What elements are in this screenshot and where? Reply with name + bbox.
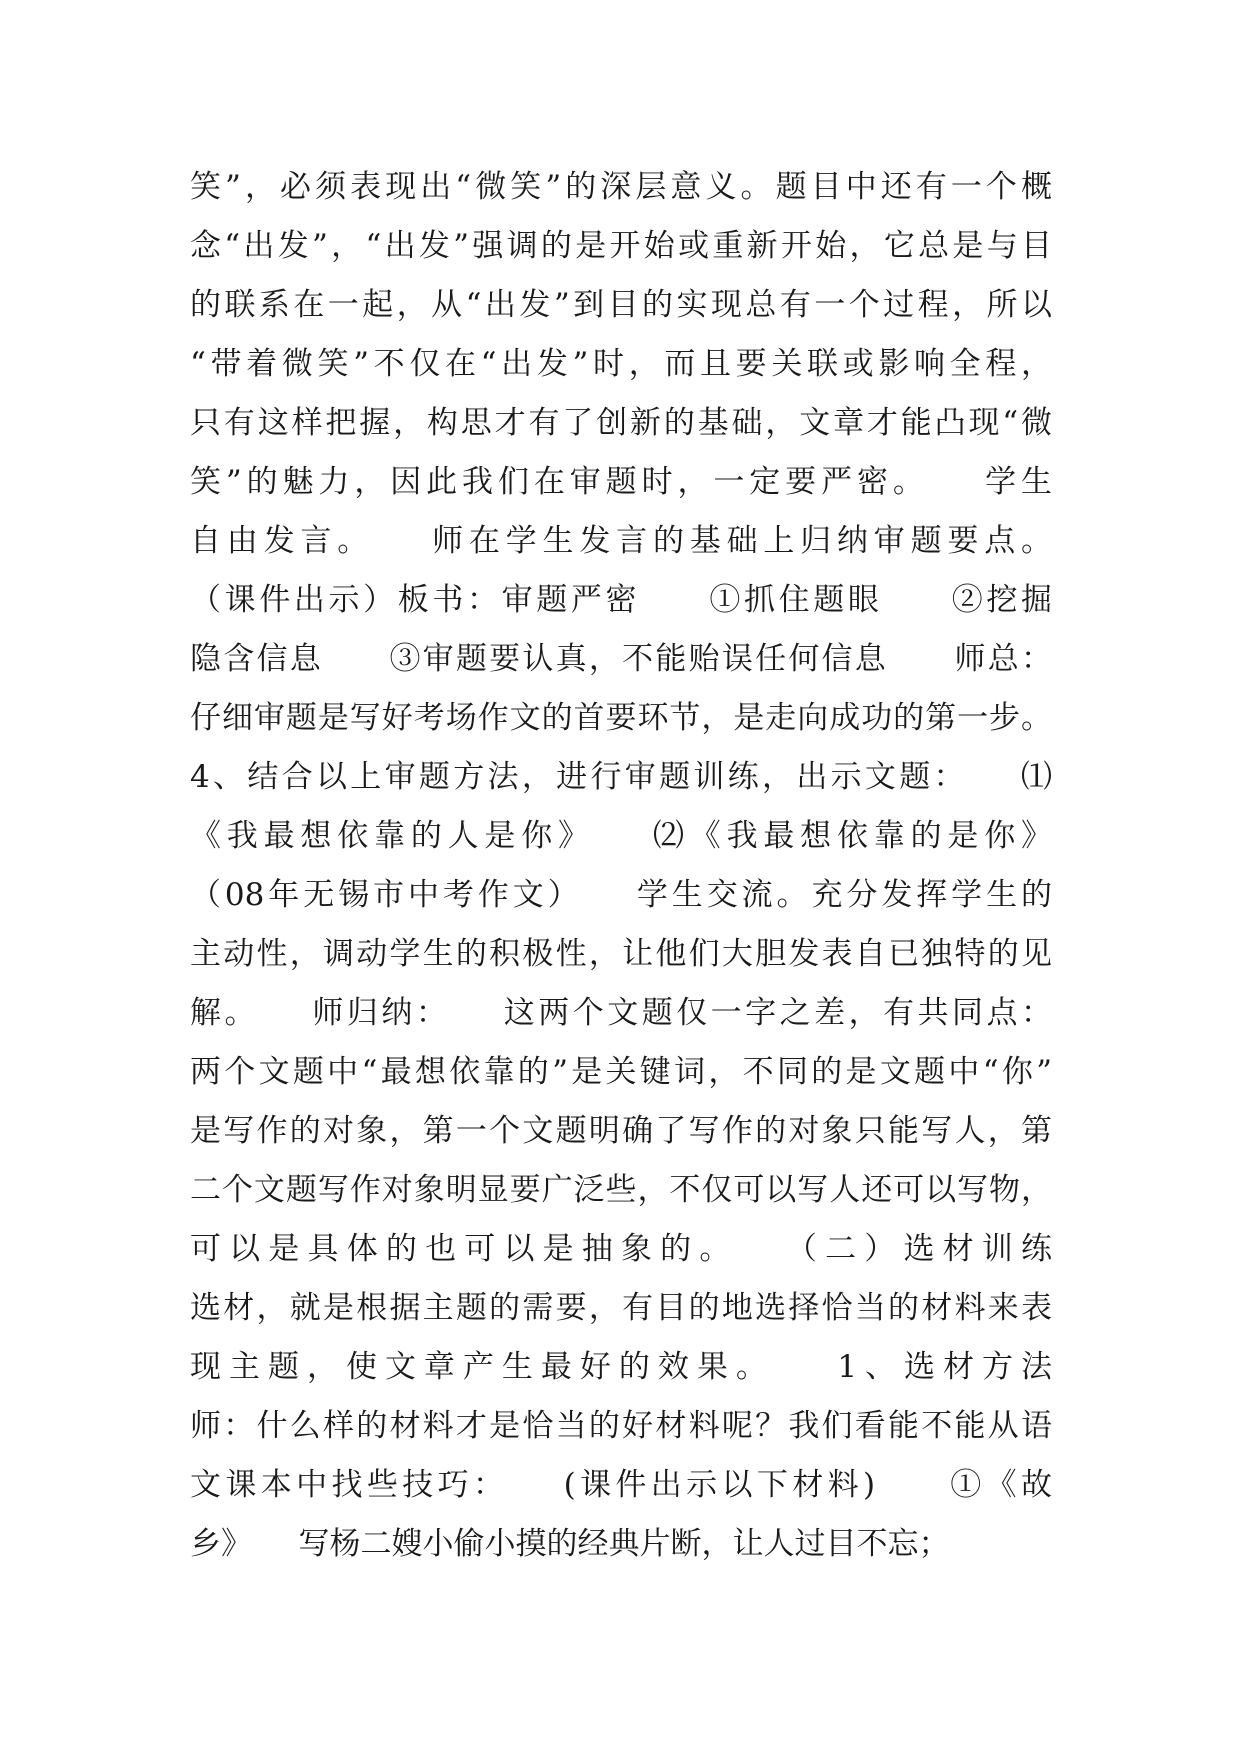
- text-line: 隐含信息 ③审题要认真，不能贻误任何信息 师总：: [190, 641, 1052, 677]
- body-text: [190, 158, 1052, 1574]
- text-line: 的联系在一起，从“出发”到目的实现总有一个过程，所以: [190, 287, 1052, 323]
- text-line: （08年无锡市中考作文） 学生交流。充分发挥学生的: [190, 877, 1052, 913]
- text-line: 笑”的魅力，因此我们在审题时，一定要严密。 学生: [190, 464, 1052, 500]
- text-line: 文课本中找些技巧： (课件出示以下材料) ①《故: [190, 1467, 1052, 1503]
- text-line: 两个文题中“最想依靠的”是关键词，不同的是文题中“你”: [190, 1054, 1052, 1090]
- text-line: 师：什么样的材料才是恰当的好材料呢？我们看能不能从语: [190, 1408, 1052, 1444]
- text-line: 是写作的对象，第一个文题明确了写作的对象只能写人，第: [190, 1113, 1052, 1149]
- text-line: 笑”，必须表现出“微笑”的深层意义。题目中还有一个概: [190, 169, 1052, 205]
- text-line: 选材，就是根据主题的需要，有目的地选择恰当的材料来表: [190, 1290, 1052, 1326]
- text-line: 只有这样把握，构思才有了创新的基础，文章才能凸现“微: [190, 405, 1052, 441]
- text-line: （课件出示）板书：审题严密 ①抓住题眼 ②挖掘: [190, 582, 1052, 618]
- text-line: 可以是具体的也可以是抽象的。 （二）选材训练: [190, 1231, 1052, 1267]
- text-line: 乡》 写杨二嫂小偷小摸的经典片断，让人过目不忘；: [190, 1526, 950, 1562]
- text-line: 二个文题写作对象明显要广泛些，不仅可以写人还可以写物，: [190, 1172, 1052, 1208]
- text-line: 4、结合以上审题方法，进行审题训练，出示文题： ⑴: [190, 759, 1052, 795]
- text-line: “带着微笑”不仅在“出发”时，而且要关联或影响全程，: [190, 346, 1052, 382]
- text-line: 主动性，调动学生的积极性，让他们大胆发表自已独特的见: [190, 936, 1052, 972]
- text-line: 解。 师归纳： 这两个文题仅一字之差，有共同点：: [190, 995, 1052, 1031]
- text-line: 自由发言。 师在学生发言的基础上归纳审题要点。: [190, 523, 1052, 559]
- text-line: 仔细审题是写好考场作文的首要环节，是走向成功的第一步。: [190, 700, 1052, 736]
- text-line: 现主题，使文章产生最好的效果。 1、选材方法: [190, 1349, 1052, 1385]
- text-line: 《我最想依靠的人是你》 ⑵《我最想依靠的是你》: [190, 818, 1052, 854]
- text-line: 念“出发”，“出发”强调的是开始或重新开始，它总是与目: [190, 228, 1052, 264]
